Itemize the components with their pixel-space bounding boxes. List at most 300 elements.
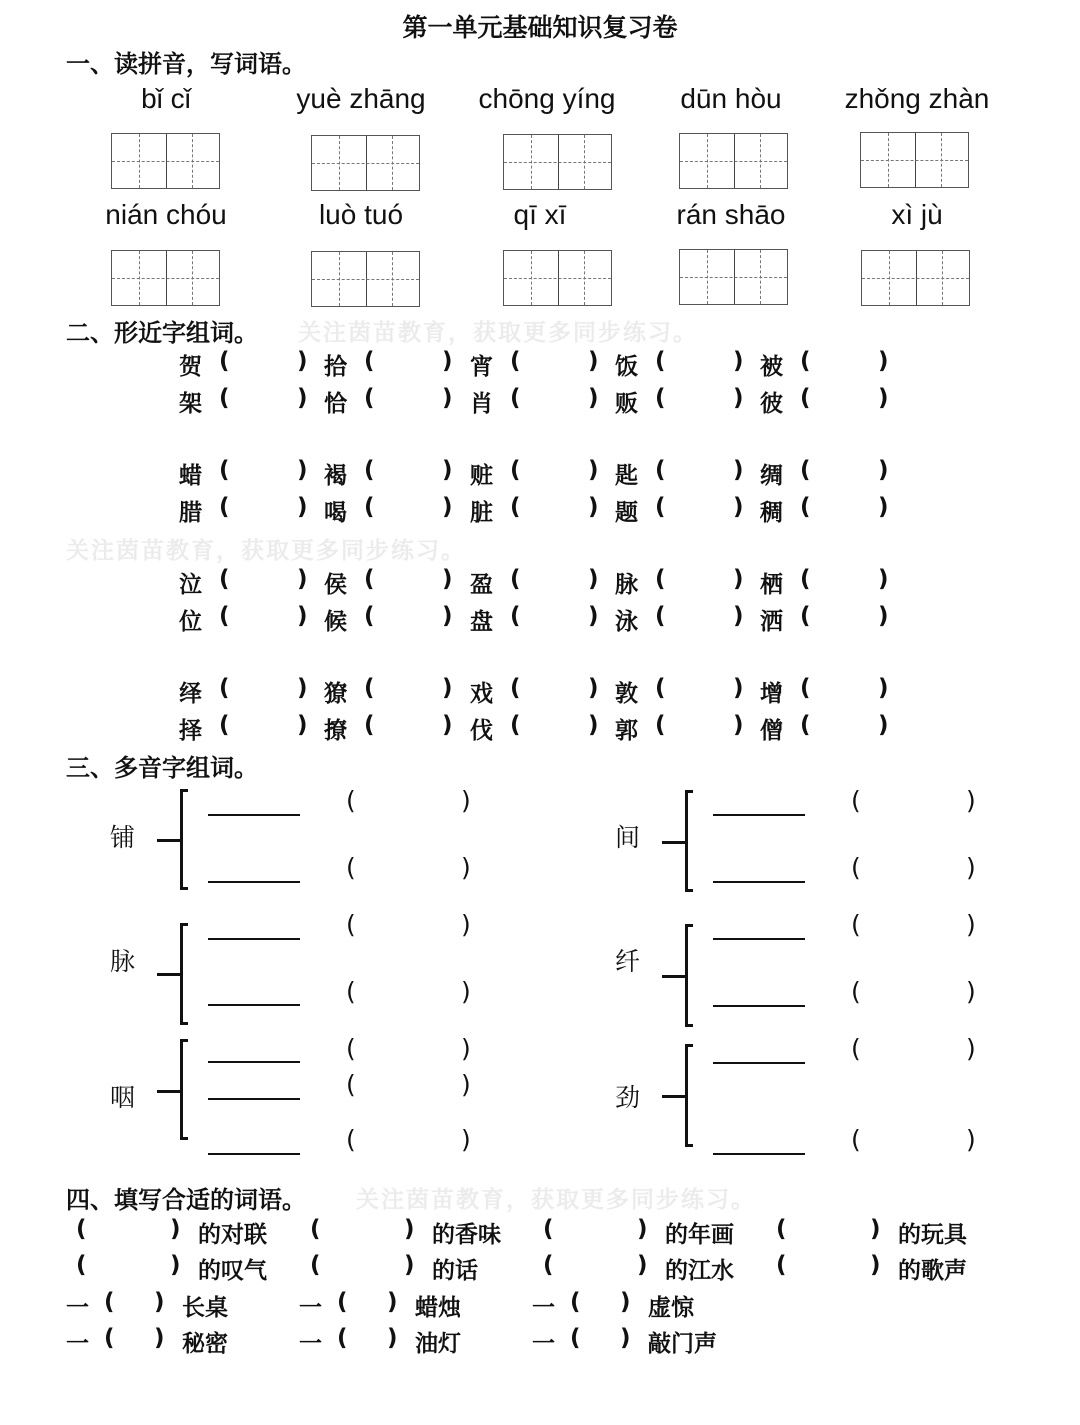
bracket-tick xyxy=(157,839,181,842)
close-paren: ) xyxy=(733,457,744,483)
close-paren: ) xyxy=(733,348,744,374)
answer-blank[interactable] xyxy=(237,348,293,378)
close-paren: ) xyxy=(297,385,308,411)
phrase-text: 秘密 xyxy=(182,1331,228,1357)
measure-blank[interactable] xyxy=(122,1325,152,1355)
open-paren: ( xyxy=(655,675,666,701)
open-paren: ( xyxy=(337,1289,348,1315)
close-paren: ) xyxy=(878,494,889,520)
bracket-cap xyxy=(685,889,693,892)
pinyin-label: chōng yíng xyxy=(478,83,616,114)
writing-grid-box[interactable] xyxy=(111,250,220,306)
word-blank-line[interactable] xyxy=(208,814,300,816)
open-paren: ( xyxy=(776,1252,787,1278)
pinyin-label: qī xī xyxy=(513,199,567,230)
character: 择 xyxy=(179,718,202,744)
writing-grid-box[interactable] xyxy=(679,133,788,189)
writing-grid-box[interactable] xyxy=(311,251,420,307)
open-paren: ( xyxy=(219,348,230,374)
close-paren: ) xyxy=(637,1252,648,1278)
close-paren: ) xyxy=(297,712,308,738)
phrase-text: 长桌 xyxy=(182,1295,228,1321)
open-paren: ( xyxy=(655,566,666,592)
bracket-cap xyxy=(180,887,188,890)
open-paren: ( xyxy=(510,494,521,520)
word-blank-line[interactable] xyxy=(713,938,805,940)
open-paren: ( xyxy=(655,457,666,483)
close-paren: ) xyxy=(297,566,308,592)
character: 位 xyxy=(179,609,202,635)
answer-blank[interactable] xyxy=(818,712,874,742)
answer-blank[interactable] xyxy=(237,566,293,596)
answer-blank[interactable] xyxy=(818,566,874,596)
word-blank-line[interactable] xyxy=(713,881,805,883)
close-paren: ) xyxy=(588,603,599,629)
answer-blank[interactable] xyxy=(528,712,584,742)
open-paren: ( xyxy=(510,675,521,701)
answer-blank[interactable] xyxy=(673,494,729,524)
close-paren: ) xyxy=(966,786,976,815)
answer-blank[interactable] xyxy=(382,712,438,742)
close-paren: ) xyxy=(588,385,599,411)
pinyin-blank[interactable] xyxy=(875,1034,965,1064)
character: 贩 xyxy=(615,391,638,417)
answer-blank[interactable] xyxy=(528,494,584,524)
open-paren: ( xyxy=(310,1252,321,1278)
bracket-cap xyxy=(180,1022,188,1025)
answer-blank[interactable] xyxy=(382,385,438,415)
word-blank-line[interactable] xyxy=(208,1061,300,1063)
open-paren: ( xyxy=(219,457,230,483)
answer-blank[interactable] xyxy=(237,603,293,633)
character: 脉 xyxy=(615,572,638,598)
character: 贺 xyxy=(179,354,202,380)
word-blank-line[interactable] xyxy=(713,1005,805,1007)
character: 洒 xyxy=(760,609,783,635)
character: 侯 xyxy=(324,572,347,598)
open-paren: ( xyxy=(800,494,811,520)
answer-blank[interactable] xyxy=(382,457,438,487)
character: 题 xyxy=(615,500,638,526)
word-blank-line[interactable] xyxy=(208,938,300,940)
writing-grid-box[interactable] xyxy=(860,132,969,188)
answer-blank[interactable] xyxy=(332,1252,402,1282)
pinyin-blank[interactable] xyxy=(370,977,460,1007)
close-paren: ) xyxy=(966,1125,976,1154)
bracket-cap xyxy=(180,1039,188,1042)
close-paren: ) xyxy=(461,910,471,939)
open-paren: ( xyxy=(851,910,861,939)
answer-blank[interactable] xyxy=(565,1252,635,1282)
answer-blank[interactable] xyxy=(528,566,584,596)
character: 獠 xyxy=(324,681,347,707)
character: 喝 xyxy=(324,500,347,526)
character: 恰 xyxy=(324,391,347,417)
answer-blank[interactable] xyxy=(382,348,438,378)
answer-blank[interactable] xyxy=(237,675,293,705)
character: 宵 xyxy=(470,354,493,380)
close-paren: ) xyxy=(733,675,744,701)
character: 泳 xyxy=(615,609,638,635)
answer-blank[interactable] xyxy=(673,566,729,596)
close-paren: ) xyxy=(588,457,599,483)
bracket-cap xyxy=(685,1144,693,1147)
close-paren: ) xyxy=(588,494,599,520)
answer-blank[interactable] xyxy=(565,1216,635,1246)
character: 腊 xyxy=(179,500,202,526)
open-paren: ( xyxy=(346,977,356,1006)
open-paren: ( xyxy=(219,712,230,738)
close-paren: ) xyxy=(461,977,471,1006)
answer-blank[interactable] xyxy=(237,385,293,415)
close-paren: ) xyxy=(733,566,744,592)
measure-prefix: 一 xyxy=(66,1295,89,1321)
pinyin-label: rán shāo xyxy=(676,199,786,230)
close-paren: ) xyxy=(442,603,453,629)
close-paren: ) xyxy=(733,494,744,520)
bracket-tick xyxy=(662,975,686,978)
pinyin-label: luò tuó xyxy=(318,199,404,230)
open-paren: ( xyxy=(655,494,666,520)
open-paren: ( xyxy=(364,385,375,411)
character: 肖 xyxy=(470,391,493,417)
bracket-cap xyxy=(685,924,693,927)
phrase-text: 敲门声 xyxy=(648,1331,717,1357)
answer-blank[interactable] xyxy=(332,1216,402,1246)
answer-blank[interactable] xyxy=(798,1252,868,1282)
answer-blank[interactable] xyxy=(237,494,293,524)
close-paren: ) xyxy=(878,566,889,592)
bracket-tick xyxy=(157,973,181,976)
close-paren: ) xyxy=(297,675,308,701)
close-paren: ) xyxy=(154,1325,165,1351)
open-paren: ( xyxy=(570,1325,581,1351)
answer-blank[interactable] xyxy=(673,385,729,415)
answer-blank[interactable] xyxy=(818,348,874,378)
bracket-tick xyxy=(157,1090,181,1093)
open-paren: ( xyxy=(364,712,375,738)
answer-blank[interactable] xyxy=(818,603,874,633)
measure-prefix: 一 xyxy=(66,1331,89,1357)
close-paren: ) xyxy=(461,1034,471,1063)
writing-grid-box[interactable] xyxy=(503,250,612,306)
phrase-text: 蜡烛 xyxy=(415,1295,461,1321)
close-paren: ) xyxy=(442,494,453,520)
answer-blank[interactable] xyxy=(382,603,438,633)
open-paren: ( xyxy=(346,853,356,882)
answer-blank[interactable] xyxy=(818,494,874,524)
open-paren: ( xyxy=(219,494,230,520)
answer-blank[interactable] xyxy=(673,457,729,487)
answer-blank[interactable] xyxy=(673,675,729,705)
pinyin-blank[interactable] xyxy=(370,1125,460,1155)
character: 赃 xyxy=(470,463,493,489)
watermark: 关注茵苗教育，获取更多同步练习。 xyxy=(298,320,698,346)
close-paren: ) xyxy=(404,1216,415,1242)
bracket-cap xyxy=(180,923,188,926)
open-paren: ( xyxy=(346,910,356,939)
pinyin-label: bǐ cǐ xyxy=(141,83,191,114)
phrase-text: 的玩具 xyxy=(898,1222,967,1248)
phrase-text: 的歌声 xyxy=(898,1258,967,1284)
writing-grid-box[interactable] xyxy=(679,249,788,305)
close-paren: ) xyxy=(461,1070,471,1099)
close-paren: ) xyxy=(387,1325,398,1351)
pinyin-blank[interactable] xyxy=(875,910,965,940)
close-paren: ) xyxy=(387,1289,398,1315)
open-paren: ( xyxy=(364,675,375,701)
close-paren: ) xyxy=(461,853,471,882)
word-blank-line[interactable] xyxy=(713,1062,805,1064)
close-paren: ) xyxy=(733,712,744,738)
character: 候 xyxy=(324,609,347,635)
open-paren: ( xyxy=(543,1216,554,1242)
open-paren: ( xyxy=(337,1325,348,1351)
section2-heading: 二、形近字组词。 xyxy=(66,319,258,347)
character: 架 xyxy=(179,391,202,417)
open-paren: ( xyxy=(364,494,375,520)
close-paren: ) xyxy=(620,1289,631,1315)
character: 彼 xyxy=(760,391,783,417)
open-paren: ( xyxy=(800,457,811,483)
close-paren: ) xyxy=(461,1125,471,1154)
answer-blank[interactable] xyxy=(528,385,584,415)
answer-blank[interactable] xyxy=(673,348,729,378)
close-paren: ) xyxy=(297,494,308,520)
open-paren: ( xyxy=(800,712,811,738)
phrase-text: 油灯 xyxy=(415,1331,461,1357)
open-paren: ( xyxy=(570,1289,581,1315)
polyphone-character: 咽 xyxy=(110,1083,136,1112)
answer-blank[interactable] xyxy=(798,1216,868,1246)
pinyin-blank[interactable] xyxy=(875,977,965,1007)
character: 拾 xyxy=(324,354,347,380)
word-blank-line[interactable] xyxy=(208,1098,300,1100)
phrase-text: 的叹气 xyxy=(198,1258,267,1284)
close-paren: ) xyxy=(878,385,889,411)
watermark: 关注茵苗教育，获取更多同步练习。 xyxy=(356,1187,756,1213)
measure-blank[interactable] xyxy=(355,1289,385,1319)
close-paren: ) xyxy=(404,1252,415,1278)
character: 被 xyxy=(760,354,783,380)
close-paren: ) xyxy=(297,348,308,374)
word-blank-line[interactable] xyxy=(713,814,805,816)
pinyin-blank[interactable] xyxy=(875,1125,965,1155)
character: 栖 xyxy=(760,572,783,598)
character: 褐 xyxy=(324,463,347,489)
open-paren: ( xyxy=(346,1125,356,1154)
answer-blank[interactable] xyxy=(528,457,584,487)
character: 郭 xyxy=(615,718,638,744)
close-paren: ) xyxy=(966,977,976,1006)
answer-blank[interactable] xyxy=(673,603,729,633)
close-paren: ) xyxy=(966,853,976,882)
close-paren: ) xyxy=(442,675,453,701)
open-paren: ( xyxy=(800,566,811,592)
answer-blank[interactable] xyxy=(382,675,438,705)
pinyin-blank[interactable] xyxy=(370,1034,460,1064)
answer-blank[interactable] xyxy=(818,385,874,415)
measure-blank[interactable] xyxy=(122,1289,152,1319)
character: 僧 xyxy=(760,718,783,744)
phrase-text: 的话 xyxy=(432,1258,478,1284)
pinyin-label: xì jù xyxy=(891,199,943,230)
measure-prefix: 一 xyxy=(532,1295,555,1321)
open-paren: ( xyxy=(364,603,375,629)
open-paren: ( xyxy=(346,1070,356,1099)
close-paren: ) xyxy=(442,348,453,374)
section4-heading: 四、填写合适的词语。 xyxy=(66,1186,306,1214)
close-paren: ) xyxy=(966,910,976,939)
pinyin-blank[interactable] xyxy=(370,786,460,816)
measure-prefix: 一 xyxy=(299,1295,322,1321)
open-paren: ( xyxy=(364,348,375,374)
open-paren: ( xyxy=(510,603,521,629)
close-paren: ) xyxy=(878,348,889,374)
pinyin-blank[interactable] xyxy=(370,853,460,883)
close-paren: ) xyxy=(966,1034,976,1063)
answer-blank[interactable] xyxy=(98,1252,168,1282)
open-paren: ( xyxy=(510,712,521,738)
open-paren: ( xyxy=(219,566,230,592)
close-paren: ) xyxy=(878,675,889,701)
answer-blank[interactable] xyxy=(673,712,729,742)
close-paren: ) xyxy=(442,385,453,411)
open-paren: ( xyxy=(510,385,521,411)
bracket-tick xyxy=(662,841,686,844)
answer-blank[interactable] xyxy=(98,1216,168,1246)
watermark: 关注茵苗教育，获取更多同步练习。 xyxy=(66,538,466,564)
writing-grid-box[interactable] xyxy=(111,133,220,189)
pinyin-blank[interactable] xyxy=(370,910,460,940)
close-paren: ) xyxy=(588,712,599,738)
open-paren: ( xyxy=(346,786,356,815)
pinyin-label: zhǒng zhàn xyxy=(844,83,990,114)
character: 绎 xyxy=(179,681,202,707)
writing-grid-box[interactable] xyxy=(503,134,612,190)
close-paren: ) xyxy=(637,1216,648,1242)
close-paren: ) xyxy=(154,1289,165,1315)
polyphone-character: 纤 xyxy=(615,947,641,976)
character: 匙 xyxy=(615,463,638,489)
open-paren: ( xyxy=(776,1216,787,1242)
answer-blank[interactable] xyxy=(382,494,438,524)
polyphone-character: 间 xyxy=(615,823,641,852)
open-paren: ( xyxy=(655,385,666,411)
answer-blank[interactable] xyxy=(237,712,293,742)
bracket-tick xyxy=(662,1095,686,1098)
open-paren: ( xyxy=(76,1252,87,1278)
open-paren: ( xyxy=(800,348,811,374)
word-blank-line[interactable] xyxy=(208,1153,300,1155)
open-paren: ( xyxy=(364,457,375,483)
phrase-text: 的江水 xyxy=(665,1258,734,1284)
character: 撩 xyxy=(324,718,347,744)
section1-heading: 一、读拼音，写词语。 xyxy=(66,50,306,78)
character: 饭 xyxy=(615,354,638,380)
close-paren: ) xyxy=(878,712,889,738)
open-paren: ( xyxy=(655,348,666,374)
character: 稠 xyxy=(760,500,783,526)
phrase-text: 的香味 xyxy=(432,1222,501,1248)
open-paren: ( xyxy=(510,348,521,374)
word-blank-line[interactable] xyxy=(208,1004,300,1006)
open-paren: ( xyxy=(851,1125,861,1154)
measure-blank[interactable] xyxy=(588,1325,618,1355)
pinyin-blank[interactable] xyxy=(370,1070,460,1100)
word-blank-line[interactable] xyxy=(208,881,300,883)
answer-blank[interactable] xyxy=(382,566,438,596)
close-paren: ) xyxy=(297,603,308,629)
pinyin-label: yuè zhāng xyxy=(296,83,426,114)
close-paren: ) xyxy=(588,675,599,701)
open-paren: ( xyxy=(219,675,230,701)
character: 盈 xyxy=(470,572,493,598)
answer-blank[interactable] xyxy=(237,457,293,487)
answer-blank[interactable] xyxy=(818,675,874,705)
open-paren: ( xyxy=(851,1034,861,1063)
close-paren: ) xyxy=(870,1252,881,1278)
open-paren: ( xyxy=(800,603,811,629)
close-paren: ) xyxy=(588,348,599,374)
polyphone-character: 劲 xyxy=(615,1083,641,1112)
measure-blank[interactable] xyxy=(588,1289,618,1319)
phrase-text: 的年画 xyxy=(665,1222,734,1248)
pinyin-blank[interactable] xyxy=(875,786,965,816)
close-paren: ) xyxy=(170,1216,181,1242)
character: 脏 xyxy=(470,500,493,526)
close-paren: ) xyxy=(170,1252,181,1278)
open-paren: ( xyxy=(310,1216,321,1242)
open-paren: ( xyxy=(104,1289,115,1315)
bracket-cap xyxy=(685,1044,693,1047)
character: 蜡 xyxy=(179,463,202,489)
page-title: 第一单元基础知识复习卷 xyxy=(402,13,678,42)
pinyin-blank[interactable] xyxy=(875,853,965,883)
phrase-text: 的对联 xyxy=(198,1222,267,1248)
open-paren: ( xyxy=(104,1325,115,1351)
character: 盘 xyxy=(470,609,493,635)
close-paren: ) xyxy=(442,457,453,483)
open-paren: ( xyxy=(851,786,861,815)
pinyin-label: dūn hòu xyxy=(680,83,782,114)
measure-prefix: 一 xyxy=(299,1331,322,1357)
polyphone-character: 铺 xyxy=(110,823,136,852)
word-blank-line[interactable] xyxy=(713,1153,805,1155)
open-paren: ( xyxy=(510,457,521,483)
open-paren: ( xyxy=(851,977,861,1006)
answer-blank[interactable] xyxy=(528,675,584,705)
character: 敦 xyxy=(615,681,638,707)
writing-grid-box[interactable] xyxy=(861,250,970,306)
open-paren: ( xyxy=(800,385,811,411)
open-paren: ( xyxy=(364,566,375,592)
writing-grid-box[interactable] xyxy=(311,135,420,191)
close-paren: ) xyxy=(442,566,453,592)
measure-blank[interactable] xyxy=(355,1325,385,1355)
close-paren: ) xyxy=(878,603,889,629)
close-paren: ) xyxy=(878,457,889,483)
character: 绸 xyxy=(760,463,783,489)
close-paren: ) xyxy=(588,566,599,592)
measure-prefix: 一 xyxy=(532,1331,555,1357)
close-paren: ) xyxy=(733,385,744,411)
section3-heading: 三、多音字组词。 xyxy=(66,754,258,782)
open-paren: ( xyxy=(219,385,230,411)
answer-blank[interactable] xyxy=(818,457,874,487)
answer-blank[interactable] xyxy=(528,603,584,633)
answer-blank[interactable] xyxy=(528,348,584,378)
